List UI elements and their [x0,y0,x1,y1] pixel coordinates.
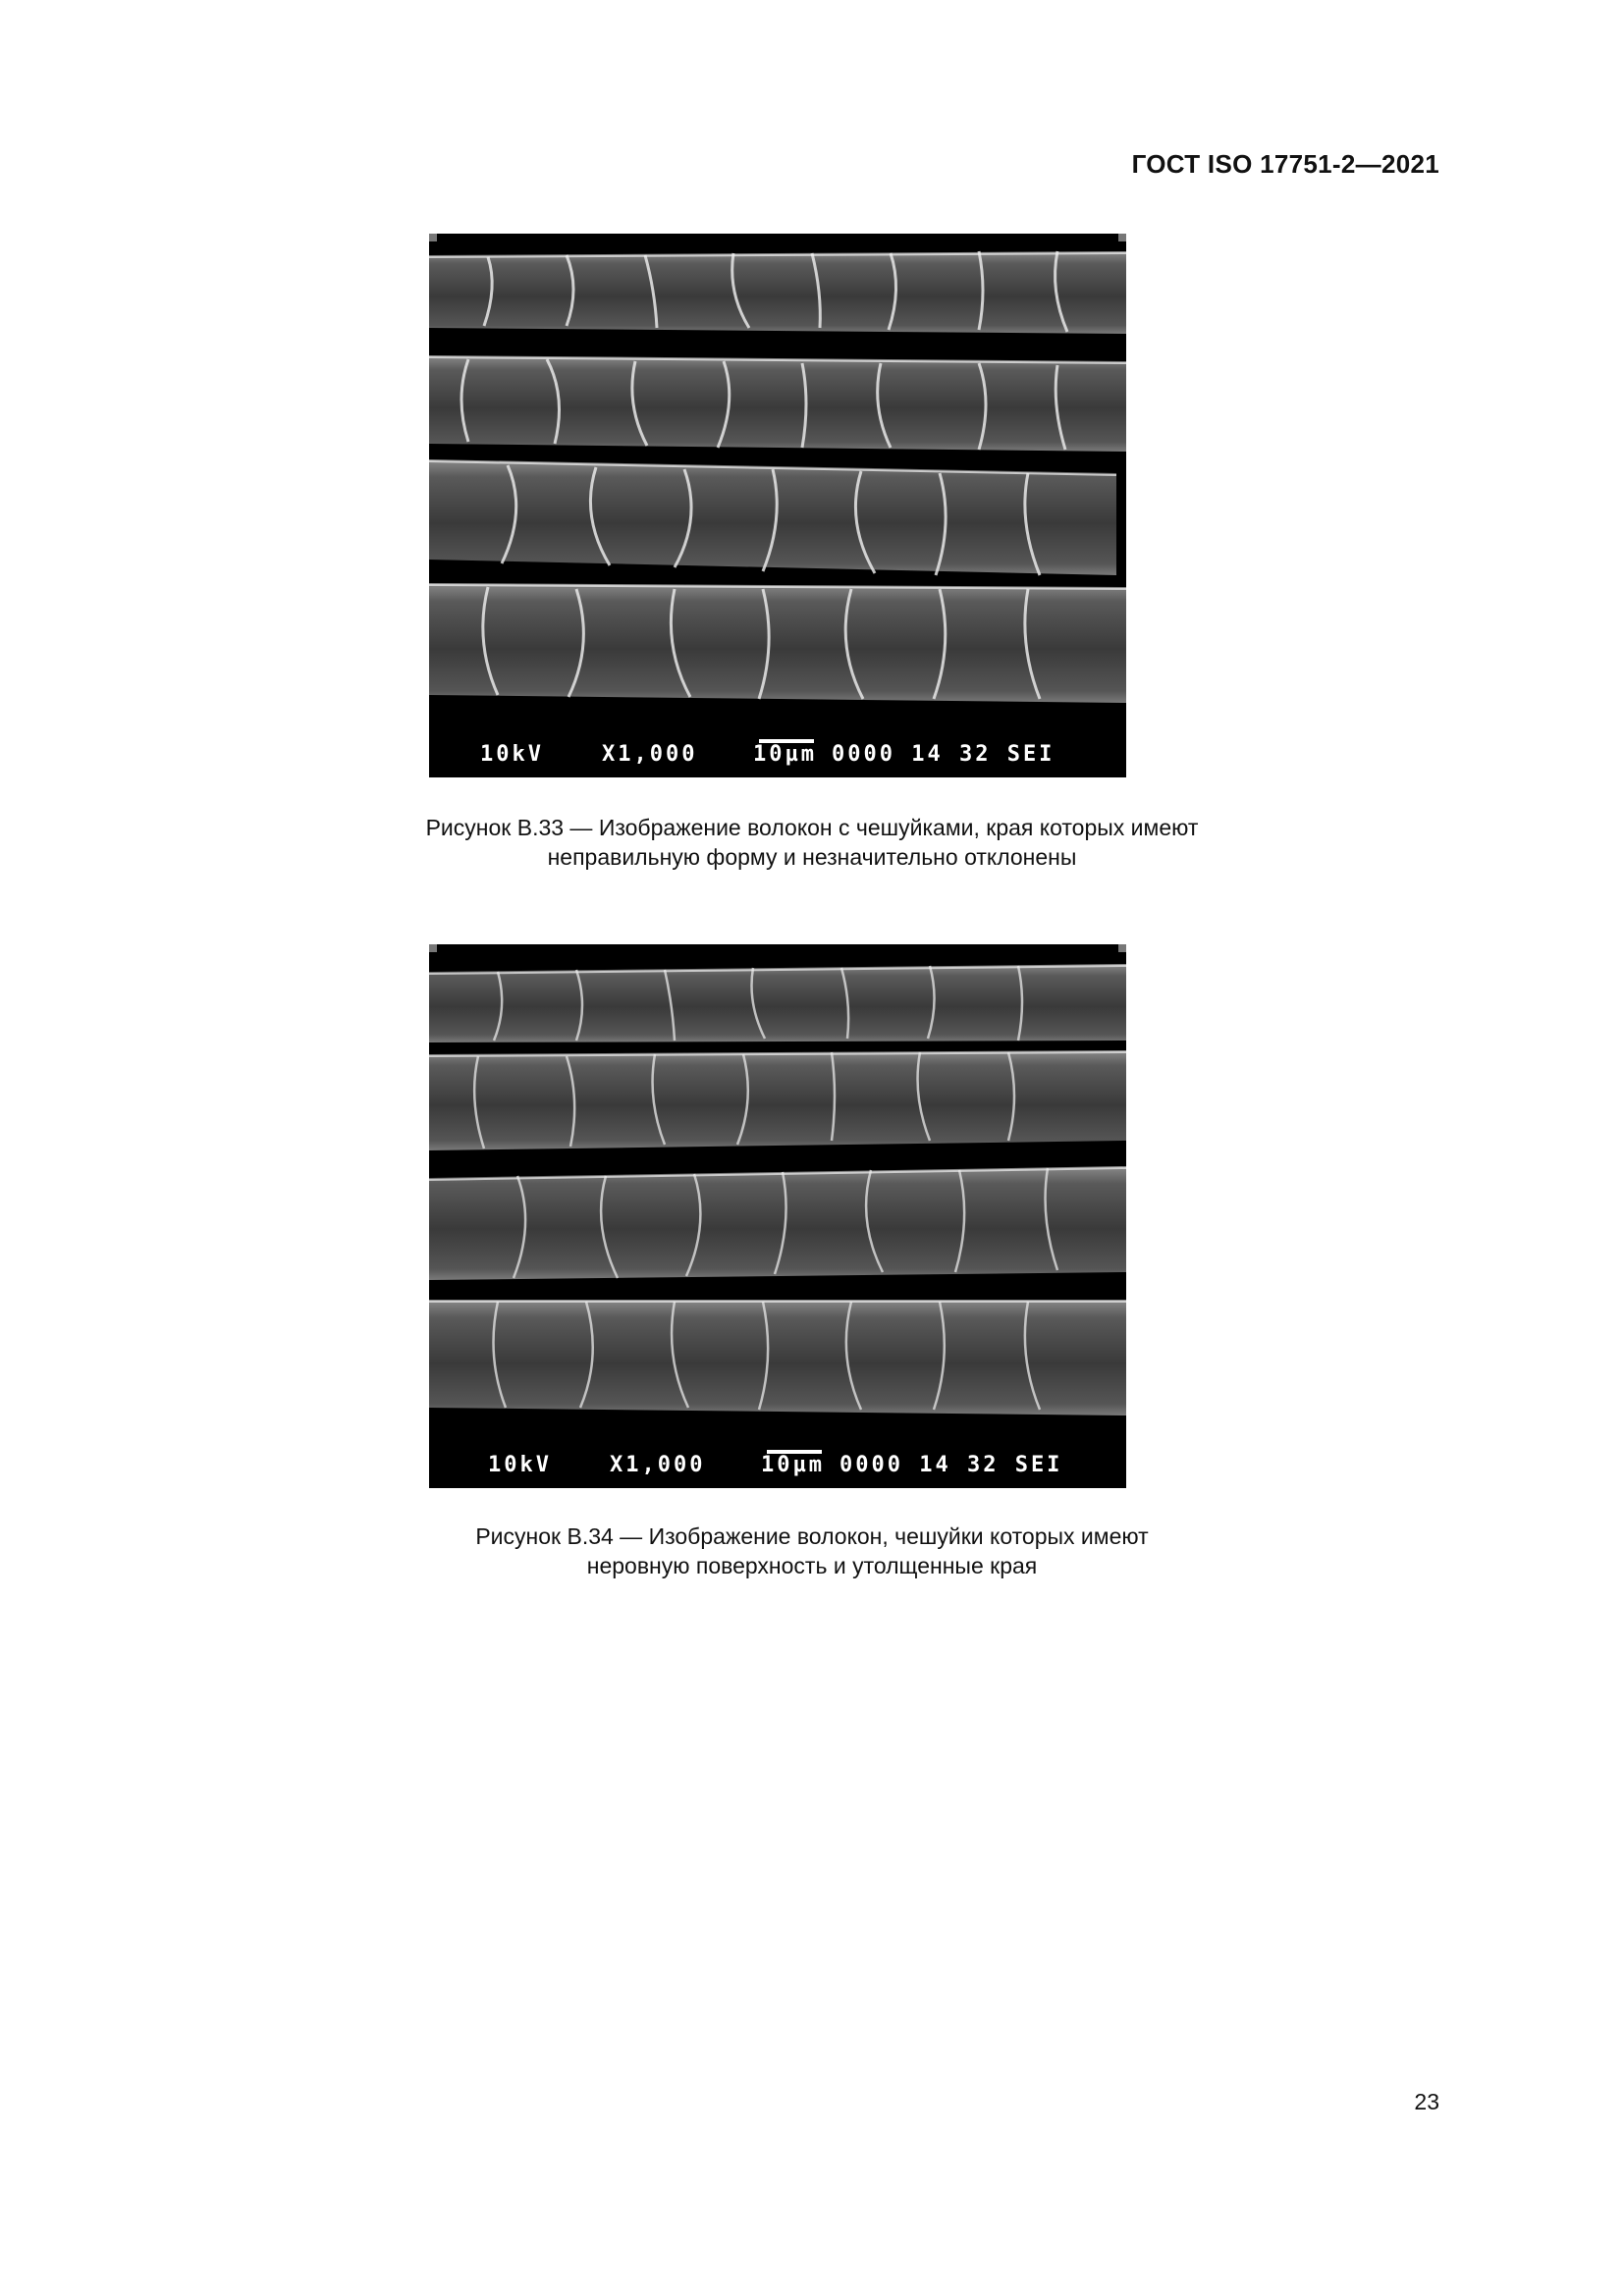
fiber-scales-image [429,234,1126,732]
sem-info: 0000 14 32 SEI [839,1453,1063,1477]
fiber-scales-image [429,944,1126,1443]
sem-magnification: X1,000 [610,1453,706,1477]
caption-line: неровную поверхность и утолщенные края [586,1553,1038,1578]
figure-caption-b34 [295,1522,1329,1580]
caption-line: Рисунок В.33 — Изображение волокон с чешуйками, края которых имеют [425,815,1199,840]
sem-micrograph-b34 [429,944,1126,1488]
sem-magnification: X1,000 [602,742,698,767]
figure-caption-b33 [295,813,1329,872]
sem-info: 0000 14 32 SEI [832,742,1056,767]
sem-voltage: 10kV [488,1453,552,1477]
sem-scale-label: 10µm [753,742,817,767]
sem-scale-label: 10µm [761,1453,825,1477]
page-number: 23 [1414,2089,1439,2114]
sem-micrograph-b33 [429,234,1126,777]
document-standard-title: ГОСТ ISO 17751-2—2021 [1131,149,1439,179]
sem-info-bar [429,1443,1126,1488]
caption-line: неправильную форму и незначительно отклонены [547,844,1077,870]
caption-line: Рисунок В.34 — Изображение волокон, чешуйки которых имеют [475,1523,1149,1549]
sem-voltage: 10kV [480,742,544,767]
sem-info-bar [429,732,1126,777]
